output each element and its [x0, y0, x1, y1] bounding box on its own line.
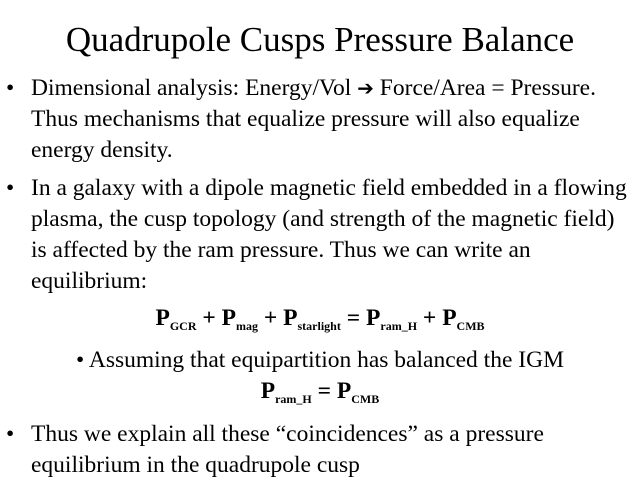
bullet-point: •: [6, 75, 15, 101]
bullet-coincidences: [6, 419, 634, 480]
plus-sign: +: [196, 305, 222, 331]
plus-sign: +: [258, 305, 284, 331]
slide-title: Quadrupole Cusps Pressure Balance: [65, 20, 575, 59]
bullet-dimensional-analysis: [6, 73, 634, 166]
bullet-text-before-arrow: Dimensional analysis: Energy/Vol: [31, 75, 358, 101]
equation-ram-cmb: [0, 376, 640, 407]
subscript-ram-h: ram_H: [380, 319, 418, 333]
bullet-text-after-arrow: Force/Area = Pressure. Thus mechanisms that equalize pressure will also equalize energy density.: [31, 75, 596, 163]
equation-pressure-equilibrium: [0, 303, 640, 334]
pressure-symbol: P: [283, 305, 298, 331]
subscript-mag: mag: [236, 319, 258, 333]
subscript-starlight: starlight: [297, 319, 341, 333]
subscript-cmb: CMB: [351, 392, 380, 406]
bullet-point: •: [6, 175, 15, 201]
right-arrow-icon: ➔: [357, 76, 374, 100]
bullet-point: •: [6, 421, 15, 447]
pressure-symbol: P: [155, 305, 170, 331]
pressure-symbol: P: [336, 378, 352, 404]
sub-bullet-text: Assuming that equipartition has balanced the IGM: [88, 347, 564, 373]
subscript-ram-h: ram_H: [275, 392, 312, 406]
bullet-text: Thus we explain all these “coincidences” as a pressure equilibrium in the quadrupole cusp: [31, 421, 544, 478]
equals-sign: =: [311, 378, 337, 404]
pressure-symbol: P: [260, 378, 276, 404]
sub-bullet-equipartition: [0, 345, 640, 376]
equals-sign: =: [340, 305, 367, 331]
subscript-cmb: CMB: [456, 319, 485, 333]
subscript-gcr: GCR: [169, 319, 197, 333]
bullet-galaxy-dipole: [6, 173, 634, 297]
pressure-symbol: P: [366, 305, 381, 331]
bullet-text: In a galaxy with a dipole magnetic field embedded in a flowing plasma, the cusp topology (and strength of the magnetic field) is affected by the ram pressure. Thus we can write an equilibrium:: [31, 175, 627, 294]
pressure-symbol: P: [442, 305, 457, 331]
bullet-text: [31, 73, 634, 166]
plus-sign: +: [417, 305, 443, 331]
pressure-symbol: P: [221, 305, 236, 331]
bullet-point: •: [76, 347, 85, 373]
